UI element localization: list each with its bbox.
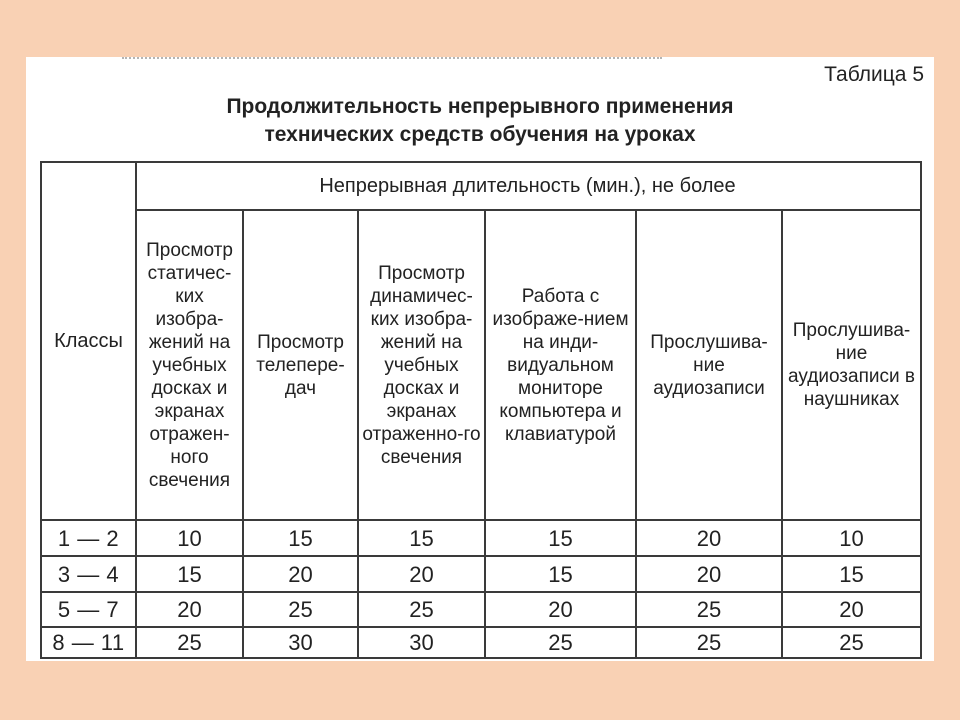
column-header-computer-work: Работа с изображе-нием на инди-видуальном мониторе компьютера и клавиатурой [492,285,629,445]
table-cell: 30 [288,630,313,655]
table-cell: 15 [548,561,573,587]
duration-group-header: Непрерывная длительность (мин.), не более [319,174,736,197]
row-classes-label: 1 — 2 [57,525,120,551]
table-cell: 10 [177,525,202,551]
column-header-dynamic-images: Просмотр динамичес-ких изобра-жений на учебных досках и экранах отраженно-го свечения [362,262,481,468]
table-cell: 25 [177,630,202,655]
column-header-audio: Прослушива-ние аудиозаписи [650,331,768,399]
column-header-tv: Просмотр телепере-дач [256,331,345,399]
table-cell: 20 [288,561,313,587]
cropped-text-edge [122,57,662,63]
table-title [26,93,934,149]
table-cell: 20 [696,525,722,551]
table-cell: 25 [288,597,313,622]
classes-header: Классы [54,329,123,352]
column-header-audio-headphones: Прослушива-ние аудиозаписи в наушниках [788,320,915,410]
row-classes-label: 8 — 11 [52,630,125,655]
table-cell: 15 [177,561,202,587]
row-classes-label: 3 — 4 [57,561,120,587]
table-cell: 25 [839,630,864,655]
table-cell: 25 [696,630,722,655]
table-cell: 30 [409,630,434,655]
table-cell: 25 [409,597,434,622]
table-cell: 20 [409,561,434,587]
duration-table [40,161,922,659]
table-cell: 15 [548,525,573,551]
table-cell: 20 [177,597,202,622]
table-cell: 20 [839,597,864,622]
table-cell: 15 [839,561,864,587]
table-cell: 15 [288,525,313,551]
row-classes-label: 5 — 7 [57,597,120,622]
document-page [26,57,934,661]
table-cell: 20 [548,597,573,622]
table-cell: 10 [839,525,864,551]
table-cell: 15 [409,525,434,551]
table-title-line-2: технических средств обучения на уроках [264,123,696,146]
table-cell: 20 [696,561,722,587]
column-header-static-images: Просмотр статичес-ких изобра-жений на учебных досках и экранах отражен-ного свечения [146,239,233,491]
table-number-label: Таблица 5 [824,63,924,86]
table-cell: 25 [548,630,573,655]
table-cell: 25 [696,597,722,622]
table-title-line-1: Продолжительность непрерывного применения [226,95,734,118]
